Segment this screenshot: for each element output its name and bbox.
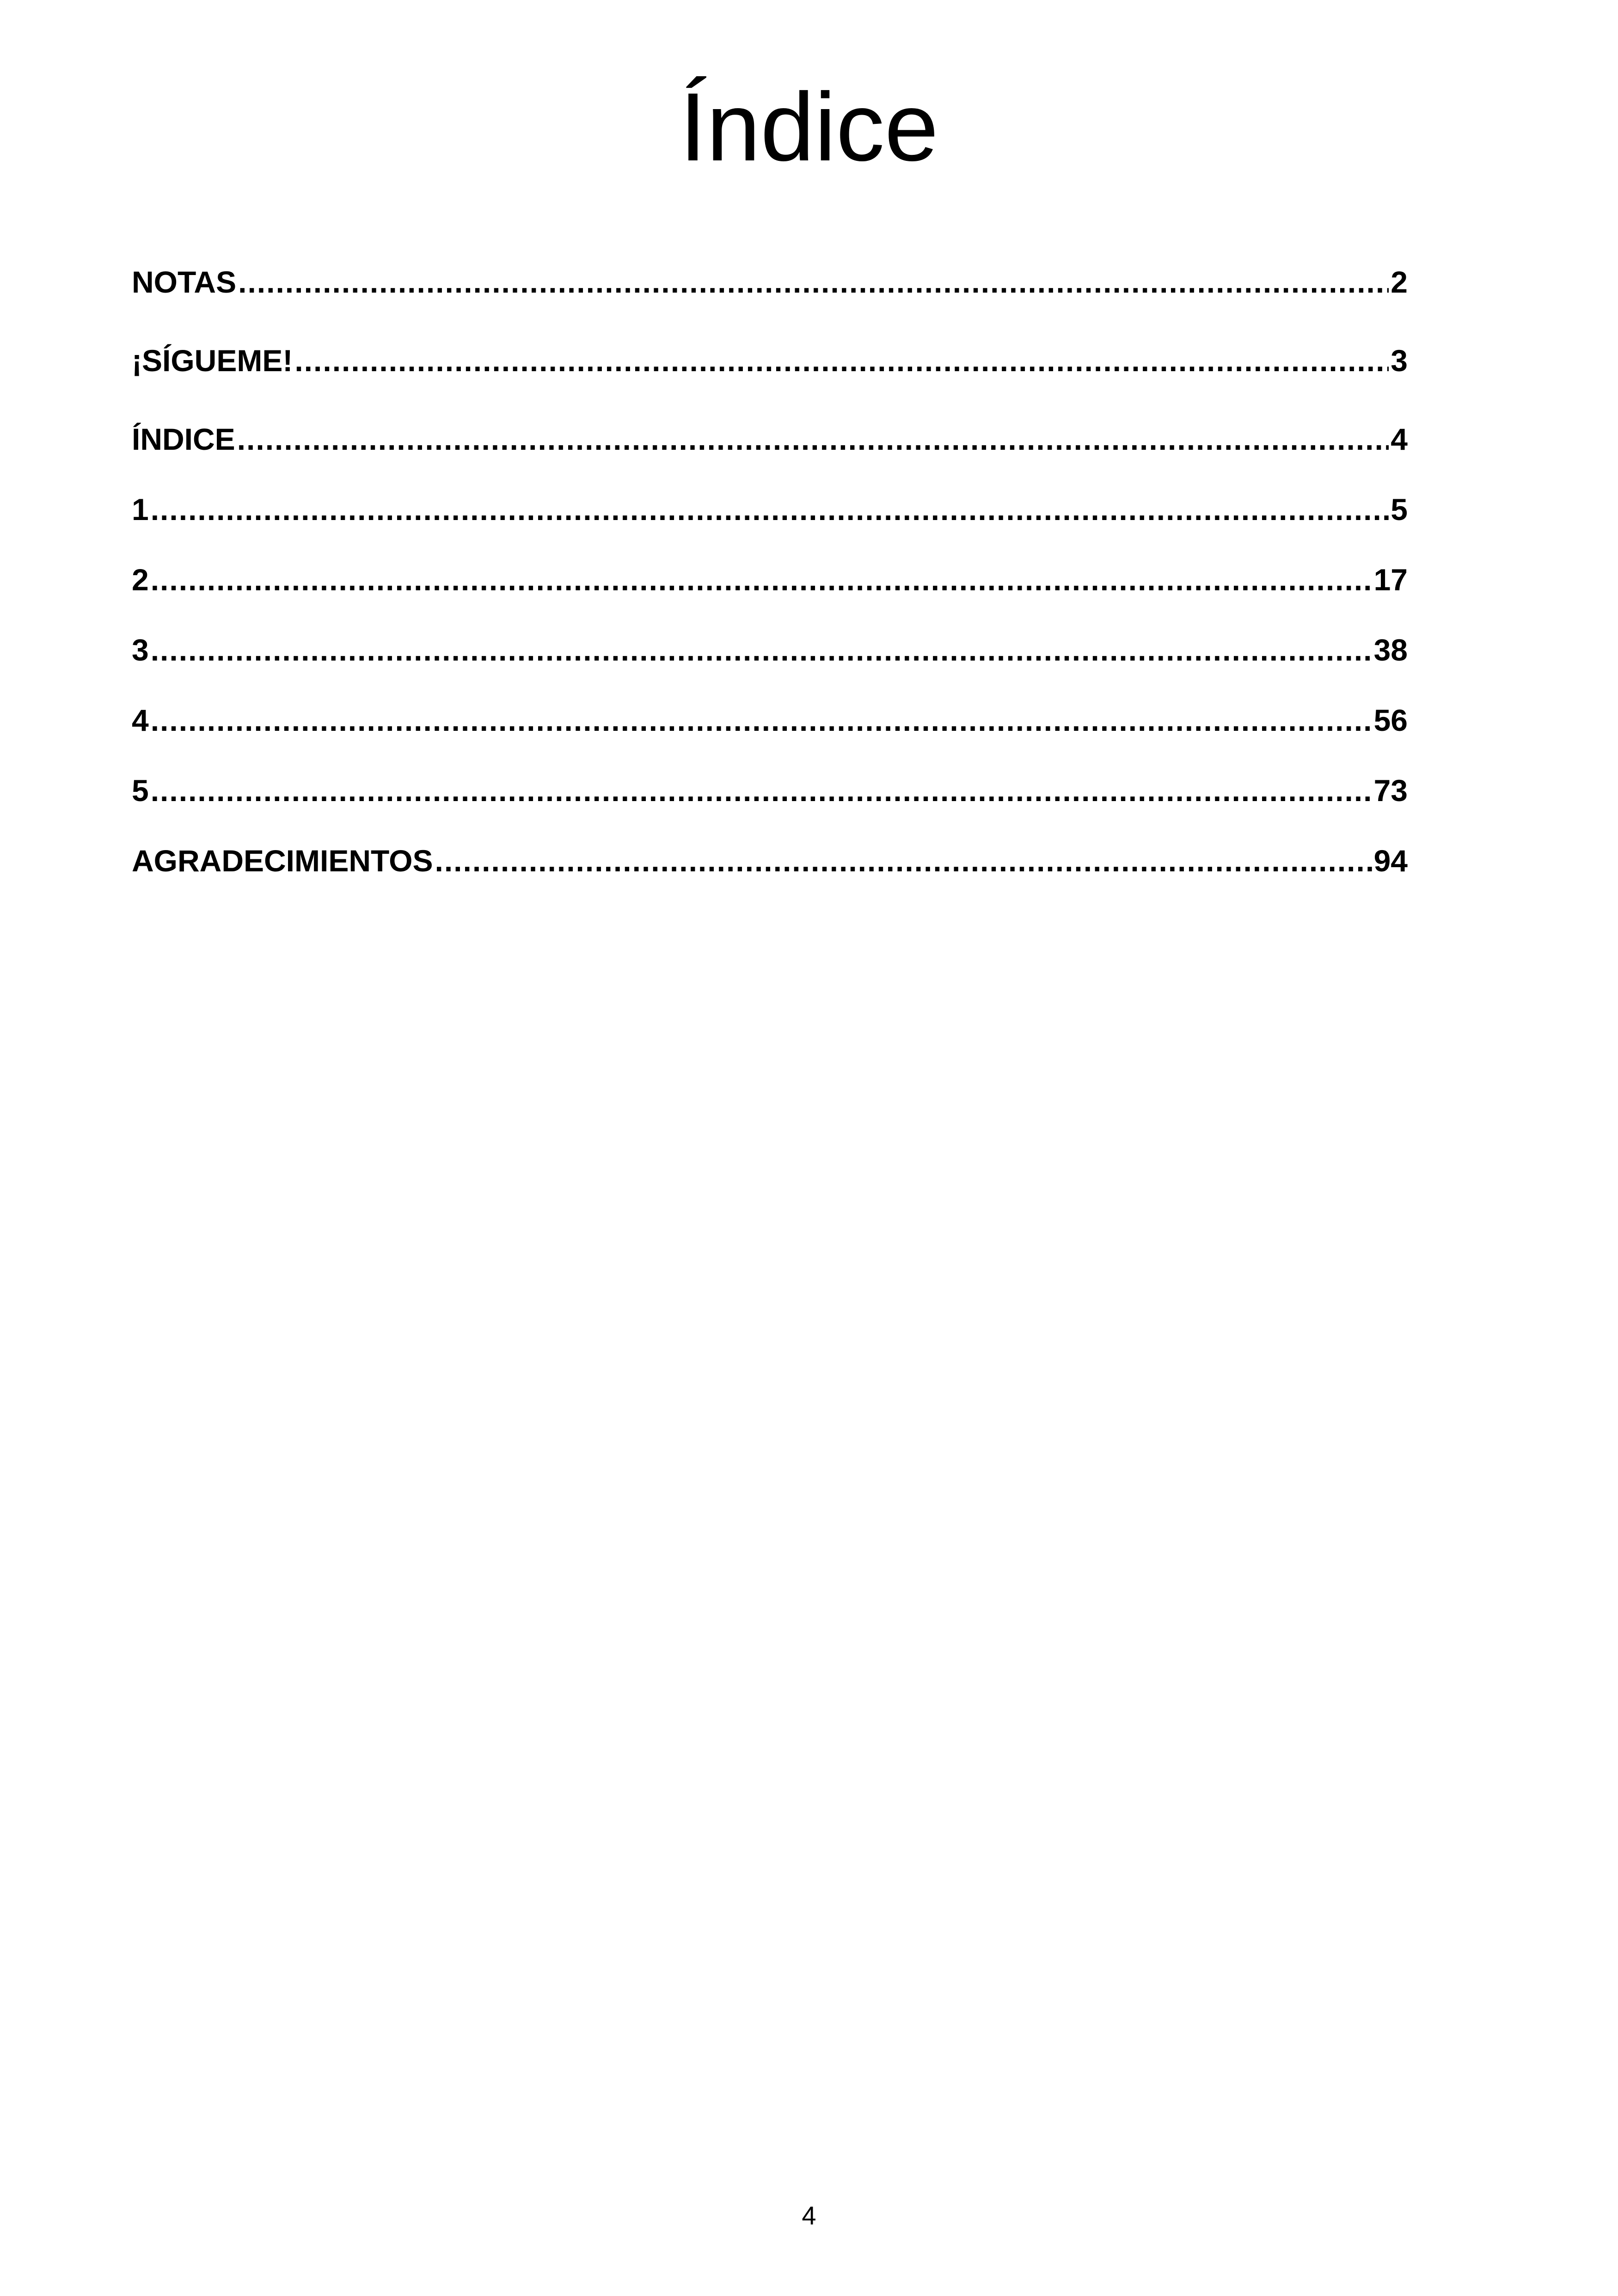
toc-entry-sigueme[interactable] (132, 342, 1408, 379)
toc-leader-dots (435, 842, 1372, 879)
toc-leader-dots (151, 561, 1372, 598)
toc-entry-page: 3 (1391, 343, 1408, 378)
toc-entry-label: 1 (132, 492, 149, 527)
toc-entry-label: ¡SÍGUEME! (132, 343, 293, 378)
toc-entry-chapter-1[interactable] (132, 491, 1408, 528)
toc-leader-dots (151, 772, 1372, 809)
toc-entry-agradecimientos[interactable] (132, 842, 1408, 879)
toc-entry-label: 4 (132, 703, 149, 737)
toc-entry-label: AGRADECIMIENTOS (132, 844, 433, 878)
page-title: Índice (679, 73, 939, 181)
toc-entry-page: 94 (1373, 844, 1408, 878)
toc-entry-page: 73 (1373, 773, 1408, 808)
toc-entry-notas[interactable] (132, 263, 1408, 300)
table-of-contents (132, 263, 1408, 879)
toc-entry-chapter-4[interactable] (132, 702, 1408, 739)
page-number: 4 (802, 2201, 816, 2230)
toc-entry-label: ÍNDICE (132, 422, 235, 456)
toc-entry-chapter-2[interactable] (132, 561, 1408, 598)
toc-entry-label: NOTAS (132, 265, 237, 299)
toc-entry-page: 56 (1373, 703, 1408, 737)
toc-leader-dots (238, 263, 1389, 300)
toc-entry-chapter-5[interactable] (132, 772, 1408, 809)
toc-entry-page: 4 (1391, 422, 1408, 456)
toc-entry-page: 17 (1373, 563, 1408, 597)
toc-leader-dots (294, 342, 1389, 379)
toc-leader-dots (151, 631, 1372, 668)
toc-entry-label: 5 (132, 773, 149, 808)
toc-leader-dots (237, 421, 1389, 458)
toc-entry-page: 5 (1391, 492, 1408, 527)
toc-entry-chapter-3[interactable] (132, 631, 1408, 668)
toc-leader-dots (151, 702, 1372, 739)
toc-entry-label: 2 (132, 563, 149, 597)
toc-entry-label: 3 (132, 633, 149, 667)
toc-leader-dots (151, 491, 1389, 528)
toc-entry-page: 2 (1391, 265, 1408, 299)
toc-entry-indice[interactable] (132, 421, 1408, 458)
toc-entry-page: 38 (1373, 633, 1408, 667)
